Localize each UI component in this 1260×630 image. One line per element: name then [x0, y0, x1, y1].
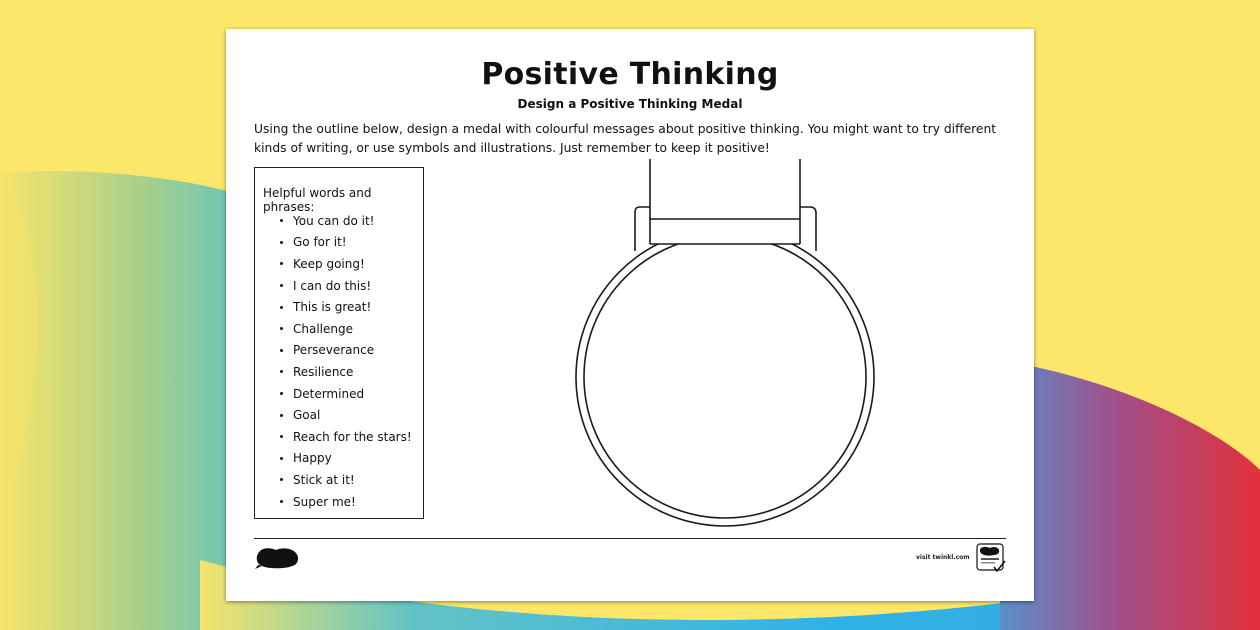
bullet-icon [280, 306, 283, 309]
list-item-label: Keep going! [293, 256, 365, 271]
list-item [263, 469, 412, 491]
bullet-icon [280, 478, 283, 481]
list-item-label: Perseverance [293, 343, 375, 358]
helpful-words-box [254, 167, 424, 519]
bullet-icon [280, 349, 283, 352]
worksheet-title: Positive Thinking [481, 57, 779, 92]
bullet-icon [280, 435, 283, 438]
quality-badge-icon [976, 543, 1006, 575]
list-item-label: Resilience [293, 364, 354, 379]
list-item-label: This is great! [293, 300, 372, 315]
list-item [263, 340, 412, 362]
worksheet-instructions: Using the outline below, design a medal with colourful messages about positive thinking. You might want to try different kinds of writing, or use symbols and illustrations. Just remember to keep it positive! [254, 122, 997, 155]
list-item [263, 232, 412, 254]
list-item-label: Super me! [293, 494, 356, 509]
twinkl-logo-icon [254, 547, 300, 569]
worksheet-subtitle: Design a Positive Thinking Medal [517, 97, 743, 111]
list-item [263, 361, 412, 383]
helpful-words-list [263, 210, 412, 512]
list-item [263, 296, 412, 318]
list-item-label: Goal [293, 408, 321, 423]
list-item [263, 404, 412, 426]
medal-outline [568, 159, 878, 539]
bullet-icon [280, 500, 283, 503]
helpful-words-heading: Helpful words and phrases: [263, 186, 372, 214]
list-item [263, 383, 412, 405]
bullet-icon [280, 370, 283, 373]
list-item [263, 318, 412, 340]
bullet-icon [280, 241, 283, 244]
list-item-label: Determined [293, 386, 365, 401]
footer-visit-text: visit twinkl.com [916, 554, 970, 561]
list-item [263, 426, 412, 448]
list-item-label: I can do this! [293, 278, 372, 293]
list-item-label: Challenge [293, 321, 353, 336]
bullet-icon [280, 219, 283, 222]
list-item-label: Go for it! [293, 235, 347, 250]
footer-divider [254, 538, 1006, 539]
list-item-label: Reach for the stars! [293, 429, 412, 444]
worksheet-page [226, 29, 1034, 601]
list-item-label: Happy [293, 451, 332, 466]
list-item-label: Stick at it! [293, 472, 355, 487]
list-item [263, 275, 412, 297]
list-item [263, 253, 412, 275]
bullet-icon [280, 284, 283, 287]
bullet-icon [280, 392, 283, 395]
list-item [263, 448, 412, 470]
bullet-icon [280, 262, 283, 265]
list-item [263, 491, 412, 513]
bullet-icon [280, 327, 283, 330]
bullet-icon [280, 457, 283, 460]
list-item [263, 210, 412, 232]
list-item-label: You can do it! [293, 213, 375, 228]
bullet-icon [280, 414, 283, 417]
